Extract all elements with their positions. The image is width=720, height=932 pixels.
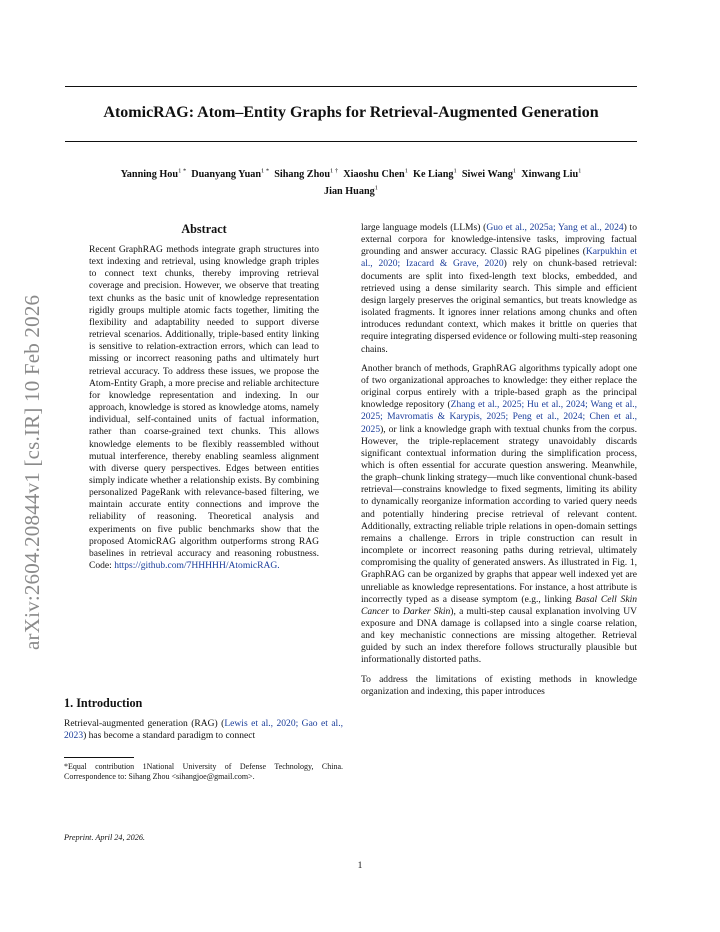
author-name: Yanning Hou$^{1 *}$ bbox=[120, 168, 187, 181]
intro-citation[interactable]: Lewis et al., 2020; Gao et al., 2023 bbox=[64, 718, 343, 742]
paragraph-text: Another branch of methods, GraphRAG algorithms typically adopt one of two organizational approaches to knowledge: they either replace the original corpus entirely with a triple-based graph as the principal knowledge repository ( bbox=[361, 362, 637, 411]
intro-text-start: Retrieval-augmented generation (RAG) ( bbox=[64, 718, 225, 729]
top-rule bbox=[65, 86, 637, 87]
author-affiliation-mark: 1 bbox=[374, 184, 378, 192]
preprint-note: Preprint. April 24, 2026. bbox=[64, 833, 145, 842]
page-number: 1 bbox=[357, 861, 363, 871]
abstract-section bbox=[89, 222, 319, 572]
footnote: *Equal contribution 1National University of Defense Technology, China. Correspondence to: Sihang Zhou <sihangjoe@gmail.com>. bbox=[64, 762, 343, 782]
abstract-heading: Abstract bbox=[181, 222, 227, 236]
author-name: Xinwang Liu$^1$ bbox=[521, 168, 582, 181]
paragraph-text: large language models (LLMs) ( bbox=[361, 222, 487, 233]
author-list bbox=[60, 165, 642, 199]
paragraph-text: ), a multi-step causal explanation involving UV exposure and DNA damage is collapsed into a single coarse relation, and key mechanistic connections are missing altogether. Retrieval guided by such an index therefore follows structurally plausible but informationally distorted paths. bbox=[361, 605, 637, 666]
italic-term: Basal Cell Skin Cancer bbox=[361, 593, 637, 617]
citation[interactable]: Zhang et al., 2025; Hu et al., 2024; Wang et al., 2025; Mavromatis & Karypis, 2025; Peng et al., 2024; Chen et al., 2025 bbox=[361, 399, 637, 435]
paragraph-text: ), or link a knowledge graph with textual chunks from the corpus. However, the triple-replacement strategy unavoidably discards significant contextual information during the simplification process, which is often essential for accurate question answering. Meanwhile, the graph–chunk linking strategy—much like conventional chunk-based retrieval—constrains knowledge to fixed segments, limiting its ability to dynamically reorganize information according to varied query needs and potentially hindering precise retrieval of relevant content. Additionally, extracting reliable triple relations in open-domain settings remains a challenge. Errors in triple construction can result in incomplete or incorrect reasoning paths during retrieval, ultimately compromising the quality of generated answers. As illustrated in Fig. 1, GraphRAG can be organized by graphs that appear well indexed yet are unreliable as knowledge representations. For instance, a host attribute is incorrectly typed as a disease symptom (e.g., linking bbox=[361, 423, 637, 605]
arxiv-identifier-stamp: arXiv:2604.20844v1 [cs.IR] 10 Feb 2026 bbox=[20, 294, 44, 650]
author-name: Xiaoshu Chen$^1$ bbox=[343, 168, 408, 181]
author-affiliation-mark: 1 * bbox=[261, 168, 270, 175]
intro-heading: 1. Introduction bbox=[64, 696, 143, 710]
title-bottom-rule bbox=[65, 141, 637, 142]
author-name: Duanyang Yuan$^{1 *}$ bbox=[191, 168, 270, 181]
author-name: Jian Huang$^1$ bbox=[324, 184, 378, 198]
italic-term: Darker Skin bbox=[403, 605, 451, 617]
intro-text-end: ) has become a standard paradigm to connect bbox=[83, 730, 256, 742]
footnote-rule bbox=[64, 757, 134, 758]
author-affiliation-mark: 1 † bbox=[330, 168, 339, 175]
right-paragraph-1 bbox=[361, 222, 637, 356]
intro-paragraph bbox=[64, 718, 343, 742]
author-affiliation-mark: 1 bbox=[453, 168, 457, 175]
abstract-text: Recent GraphRAG methods integrate graph structures into text indexing and retrieval, using knowledge graph triples to connect text chunks, thereby improving retrieval coverage and precision. However, we observe that treating text chunks as the basic unit of knowledge representation rigidly groups multiple atomic facts together, limiting the flexibility and adaptability needed to support diverse retrieval scenarios. Additionally, triple-based entity linking is sensitive to relation-extraction errors, which can lead to missing or incorrect reasoning paths and ultimately hurt retrieval accuracy. To address these issues, we propose the Atom-Entity Graph, a more precise and reliable architecture for knowledge representation and indexing. In our approach, knowledge is stored as knowledge atoms, namely individual, self-contained units of factual information, rather than coarse-grained text chunks. This allows knowledge elements to be flexibly reassembled without mutual interference, thereby enabling seamless alignment with diverse query perspectives. Edges between entities simply indicate whether a relationship exists. By combining personalized PageRank with relevance-based filtering, we maintain accurate entity connections and improve the reliability of reasoning. Theoretical analysis and experiments on five public benchmarks show that the proposed AtomicRAG algorithm outperforms strong RAG baselines in retrieval accuracy and reasoning robustness. Code: bbox=[89, 244, 319, 572]
author-affiliation-mark: 1 bbox=[512, 168, 517, 175]
right-paragraph-3: To address the limitations of existing methods in knowledge organization and indexing, this paper introduces bbox=[361, 673, 637, 697]
author-affiliation-mark: 1 bbox=[404, 168, 408, 175]
paragraph-text: ) rely on chunk-based retrieval: documents are split into fixed-length text blocks, embedded, and retrieved using a dense similarity search. This simple and efficient design largely preserves the original semantics, but treats knowledge as isolated fragments. It ignores inner relations among chunks and often introduces redundant context, which makes it brittle on queries that require integrating dispersed evidence or following multi-step reasoning chains. bbox=[361, 258, 637, 355]
paper-title: AtomicRAG: Atom–Entity Graphs for Retrieval-Augmented Generation bbox=[103, 104, 599, 121]
author-affiliation-mark: 1 * bbox=[178, 168, 187, 175]
paragraph-text: to bbox=[389, 605, 404, 617]
author-name: Ke Liang$^1$ bbox=[413, 168, 457, 181]
author-name: Sihang Zhou$^{1 \dagger}$ bbox=[274, 168, 339, 181]
citation[interactable]: Guo et al., 2025a; Yang et al., 2024 bbox=[486, 222, 624, 233]
author-affiliation-mark: 1 bbox=[578, 168, 582, 175]
author-name: Siwei Wang$^1$ bbox=[461, 168, 517, 181]
abstract-body bbox=[89, 244, 319, 572]
code-link[interactable]: https://github.com/7HHHHH/AtomicRAG. bbox=[114, 560, 280, 572]
paragraph-text: ) to external corpora for knowledge-intensive tasks, improving factual grounding and answer accuracy. Classic RAG pipelines ( bbox=[361, 222, 637, 258]
citation[interactable]: Karpukhin et al., 2020; Izacard & Grave, 2020 bbox=[361, 246, 638, 270]
right-paragraph-2 bbox=[361, 363, 637, 667]
right-column bbox=[361, 222, 637, 705]
